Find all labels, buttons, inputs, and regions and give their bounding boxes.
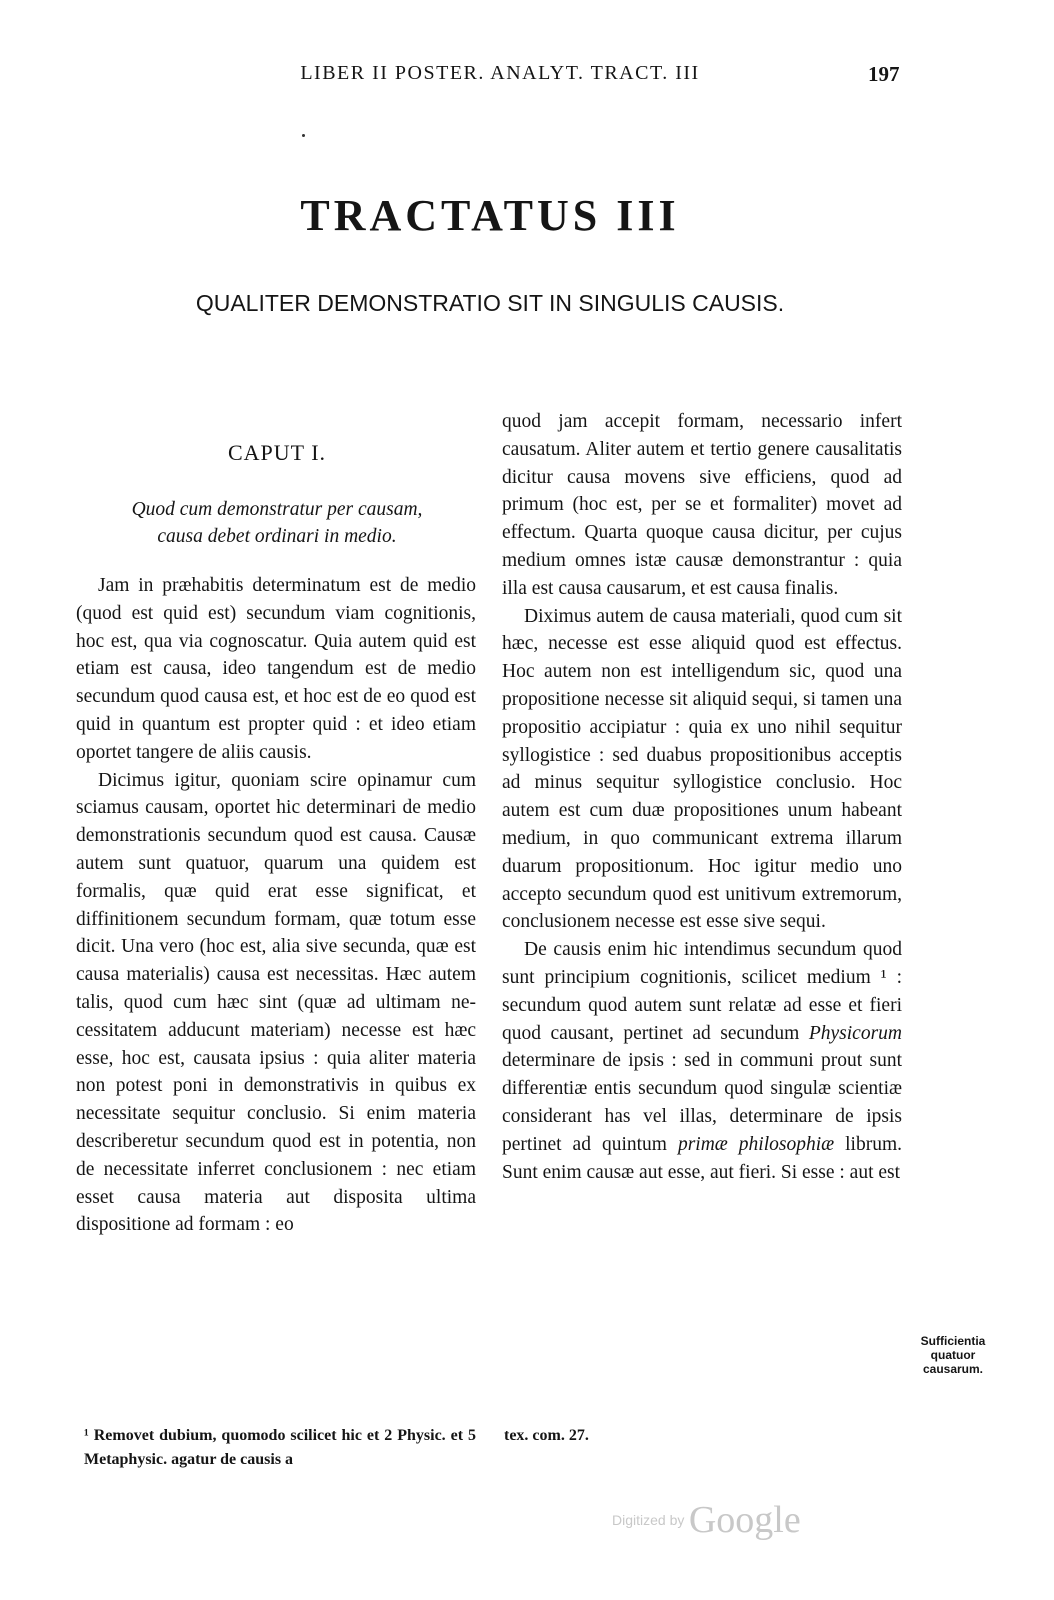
margin-note — [908, 1334, 998, 1376]
footnote-right: tex. com. 27. — [504, 1427, 589, 1444]
margin-note-line-3: causarum. — [922, 1362, 984, 1376]
right-paragraph-3-part-c: librum. Sunt enim causæ aut esse, aut fieri. Si esse : aut est — [502, 1133, 902, 1183]
chapter-summary-line-2: causa debet ordinari in medio. — [157, 526, 397, 547]
right-paragraph-2: Diximus autem de causa materiali, quod cum sit hæc, necesse est esse aliquid quod est effectus. Hoc autem non est intelligendum sic, quod una propositione necesse sit aliquid sequi, si tamen una propositio accipiatur : quia ex uno nihil sequitur syllogistice : sed duabus propositionibus acceptis ad minus sequitur syllogistice conclusio. Hoc autem est cum duæ propositiones unum habeant medium, in quo communicant extrema illarum duarum propositionum. Hoc igitur medio uno accepto secundum quod est unitivum extremorum, conclusionem necesse est esse sive sequi. — [502, 605, 902, 933]
digitized-watermark — [612, 1498, 801, 1542]
left-paragraph-2: Dicimus igitur, quoniam scire opinamur cum sciamus causam, oportet hic determinari de medio demonstrationis secundum quod est causa. Causæ autem sunt quatuor, quarum una quidem est formalis, quæ quid erat esse significat, et diffinitionem secundum formam, quæ totum esse dicit. Una vero (hoc est, alia sive secunda, quæ est causa materialis) causa est necessitas. Hæc autem talis, quod cum hæc sint (quæ ad ultimam necessitatem adducunt materiam) necesse est hæc esse, hoc est, causata ipsius : quia aliter materia non potest poni in demonstrativis in quibus ex necessitate sequitur conclusio. Si enim materia describeretur secundum quod est in potentia, non de necessitate inferret conclusionem : nec etiam esset causa materia aut disposita ultima dispositione ad formam : eo — [76, 769, 476, 1236]
right-paragraph-3-part-b: determinare de ipsis : sed in communi prout sunt differentiæ entis secundum quod singulæ scientiæ considerant has vel illas, determinare de ipsis pertinet ad quintum — [502, 1050, 902, 1155]
chapter-summary-line-1: Quod cum demonstratur per causam, — [131, 499, 423, 520]
physicorum-reference: Physicorum — [808, 1022, 902, 1044]
left-paragraph-1: Jam in præhabitis determinatum est de medio (quod est quid est) secundum viam cognitionis, hoc est, qua via cognoscatur. Quia autem quid est etiam est causa, ideo tangendum est de medio secundum quod causa est, et hoc est de eo quod est quid in quantum est propter quid : et ideo etiam oportet tangere de aliis causis. — [76, 575, 476, 763]
treatise-title: TRACTATUS III — [300, 191, 680, 240]
right-paragraph-3-part-a: De causis enim hic intendimus secundum quod sunt principium cognitionis, scilicet medium ¹ : secundum quod autem sunt relatæ ad esse et fieri quod causant, pertinet ad secundum — [502, 939, 902, 1044]
right-column — [502, 408, 902, 1186]
right-paragraph-1: quod jam accepit formam, necessario infert causatum. Aliter autem et tertio genere causalitatis dicitur causa movens sive efficiens, quod ad primum (hoc est, per se et formaliter) movet ad effectum. Quarta quoque causa dicitur, per cujus medium omnes istæ causæ demonstrantur : quia illa est causa causarum, et est causa finalis. — [502, 411, 902, 599]
watermark-brand: Google — [688, 1499, 801, 1541]
margin-note-line-1: Sufficientia — [920, 1334, 986, 1348]
running-head: LIBER II POSTER. ANALYT. TRACT. III — [300, 62, 700, 84]
left-column — [76, 572, 476, 1239]
watermark-prefix: Digitized by — [612, 1512, 685, 1528]
right-paragraph-3 — [502, 936, 902, 1186]
margin-note-line-2: quatuor — [930, 1348, 976, 1362]
footnote-left: ¹ Removet dubium, quomodo scilicet hic et 2 Physic. et 5 Metaphysic. agatur de causis a — [84, 1427, 476, 1468]
treatise-subtitle: QUALITER DEMONSTRATIO SIT IN SINGULIS CAUSIS. — [195, 290, 785, 316]
page-number: 197 — [868, 62, 900, 86]
chapter-summary — [78, 496, 476, 550]
primae-philosophiae-reference: primæ philosophiæ — [677, 1133, 835, 1155]
speck — [302, 134, 305, 137]
chapter-heading: CAPUT I. — [227, 440, 327, 465]
